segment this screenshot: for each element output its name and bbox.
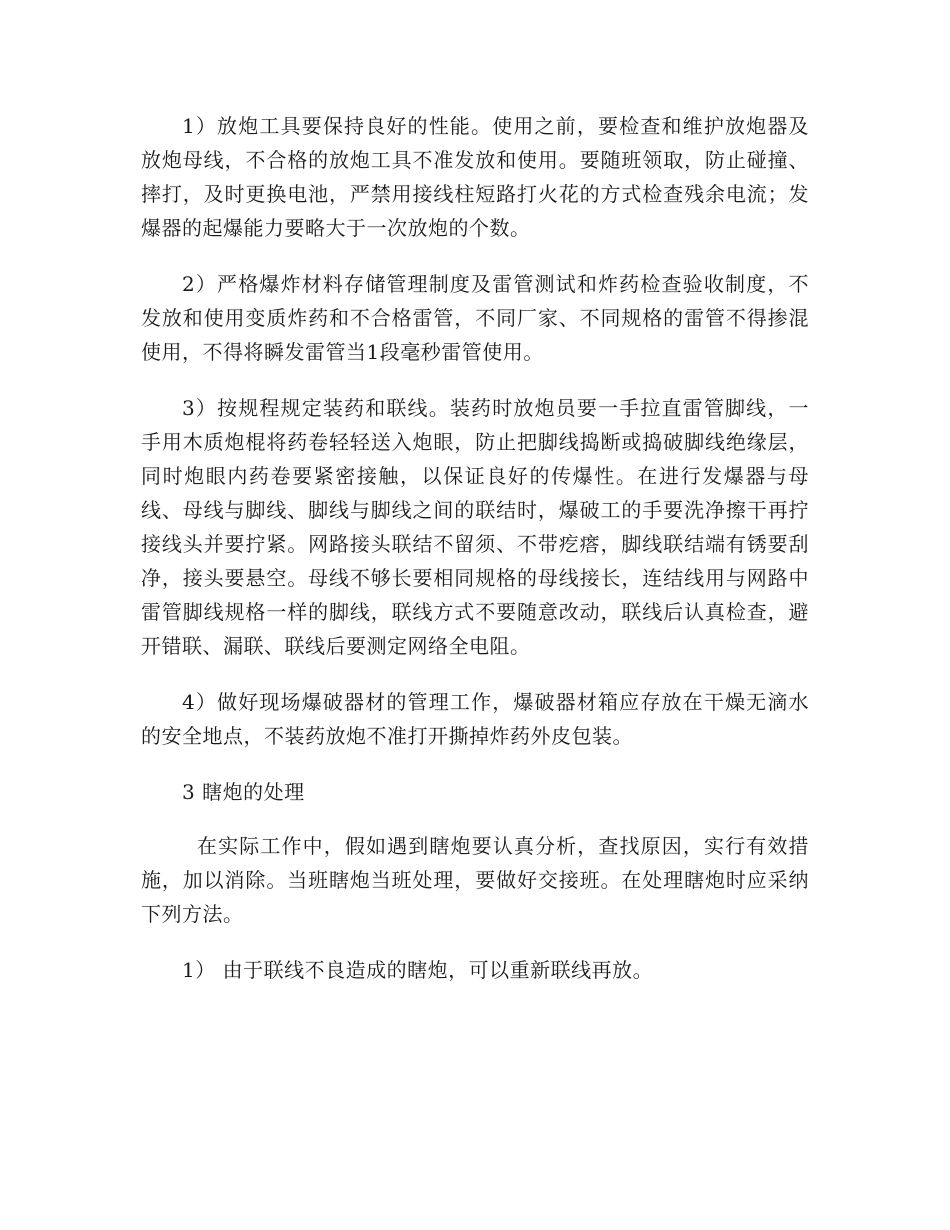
paragraph-charging-and-wiring: 3）按规程规定装药和联线。装药时放炮员要一手拉直雷管脚线，一手用木质炮棍将药卷轻轻送入炮眼，防止把脚线捣断或捣破脚线绝缘层，同时炮眼内药卷要紧密接触，以保证良好的传爆性。在进行发爆器与母线、母线与脚线、脚线与脚线之间的联结时，爆破工的手要洗净擦干再拧接线头并要拧紧。网路接头联结不留须、不带疙瘩，脚线联结端有锈要刮净，接头要悬空。母线不够长要相同规格的母线接长，连结线用与网路中雷管脚线规格一样的脚线，联线方式不要随意改动，联线后认真检查，避开错联、漏联、联线后要测定网络全电阻。 (141, 396, 809, 658)
paragraph-storage-management: 2）严格爆炸材料存储管理制度及雷管测试和炸药检查验收制度，不发放和使用变质炸药和不合格雷管，不同厂家、不同规格的雷管不得掺混使用，不得将瞬发雷管当1段毫秒雷管使用。 (141, 272, 809, 364)
document-body (141, 109, 809, 1009)
section-heading-misfire: 3 瞎炮的处理 (182, 780, 305, 804)
paragraph-misfire-method-1: 1） 由于联线不良造成的瞎炮，可以重新联线再放。 (182, 958, 654, 982)
paragraph-onsite-materials: 4）做好现场爆破器材的管理工作，爆破器材箱应存放在干燥无滴水的安全地点，不装药放炮不准打开撕掉炸药外皮包装。 (141, 690, 809, 748)
paragraph-misfire-intro: 在实际工作中，假如遇到瞎炮要认真分析，查找原因，实行有效措施，加以消除。当班瞎炮当班处理，要做好交接班。在处理瞎炮时应采纳下列方法。 (141, 834, 809, 926)
paragraph-blasting-tools: 1）放炮工具要保持良好的性能。使用之前，要检查和维护放炮器及放炮母线，不合格的放炮工具不准发放和使用。要随班领取，防止碰撞、摔打，及时更换电池，严禁用接线柱短路打火花的方式检查残余电流；发爆器的起爆能力要略大于一次放炮的个数。 (141, 114, 809, 240)
